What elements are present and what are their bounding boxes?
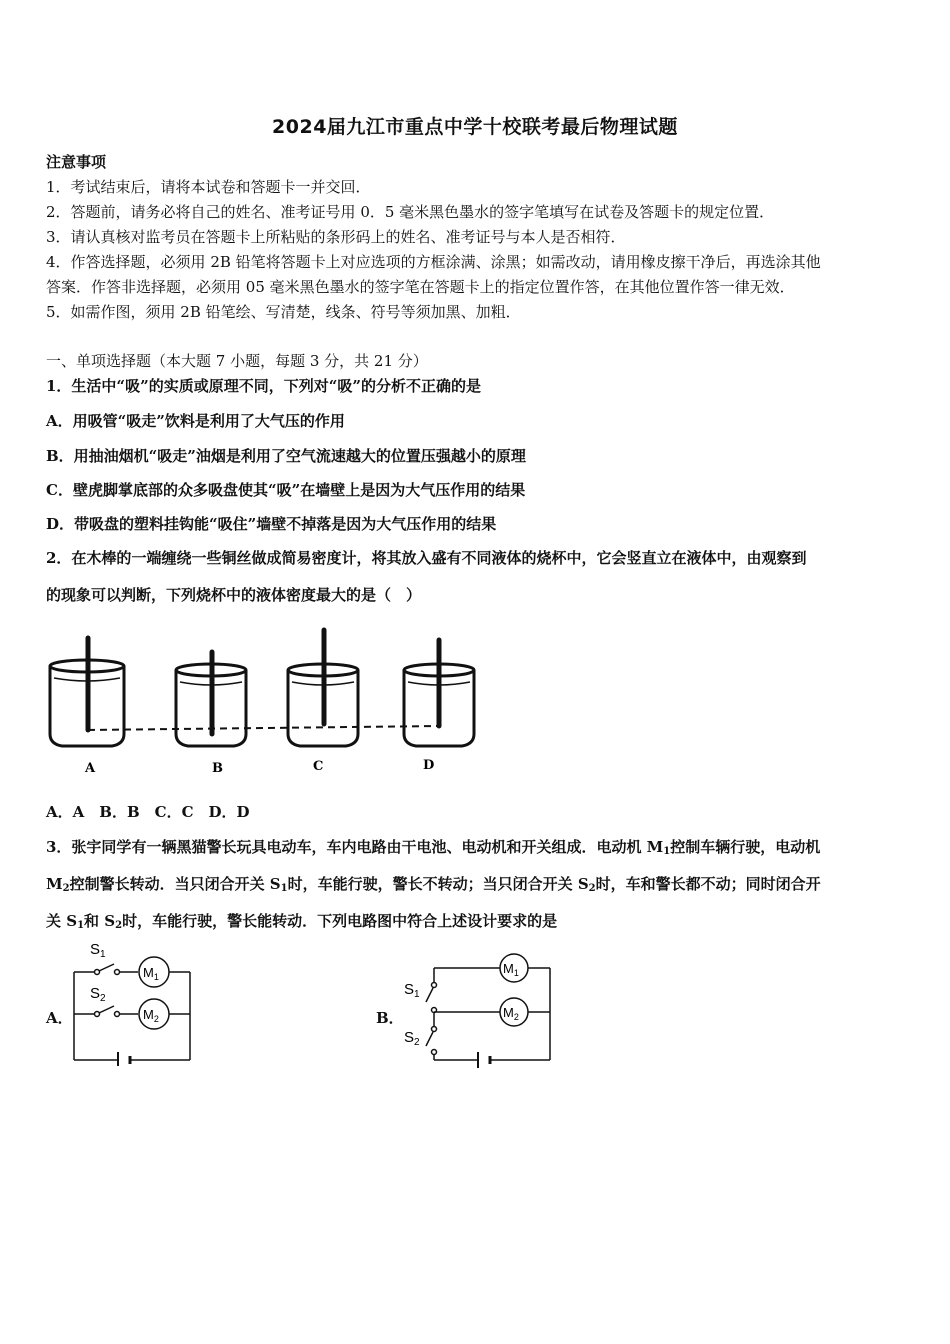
- label-s1-b: $S_1$: [404, 981, 420, 1000]
- q3-line1: 3．张宇同学有一辆黑猫警长玩具电动车，车内电路由干电池、电动机和开关组成．电动机 $M_1$控制车辆行驶，电动机: [46, 838, 821, 857]
- section-heading: 一、单项选择题（本大题 7 小题，每题 3 分，共 21 分）: [46, 352, 428, 370]
- notice-item-4: 4．作答选择题，必须用 2B 铅笔将答题卡上对应选项的方框涂满、涂黑；如需改动，请用橡皮擦干净后，再选涂其他: [46, 253, 821, 271]
- page-title: 2024届九江市重点中学十校联考最后物理试题: [272, 116, 678, 138]
- notice-item-2: 2．答题前，请务必将自己的姓名、准考证号用 0．5 毫米黑色墨水的签字笔填写在试卷及答题卡的规定位置．: [46, 203, 775, 221]
- q1-option-c: C．壁虎脚掌底部的众多吸盘使其“吸”在墙壁上是因为大气压作用的结果: [46, 481, 526, 499]
- q1-option-a: A．用吸管“吸走”饮料是利用了大气压的作用: [46, 412, 345, 430]
- label-m2: $M_2$: [143, 1007, 159, 1024]
- label-s2: $S_2$: [90, 985, 106, 1004]
- beaker-label-d: D: [423, 758, 435, 773]
- label-m2-b: $M_2$: [503, 1005, 519, 1022]
- dashed-reference-line: [88, 726, 440, 730]
- q1-stem: 1．生活中“吸”的实质或原理不同，下列对“吸”的分析不正确的是: [46, 377, 481, 395]
- notice-item-1: 1．考试结束后，请将本试卷和答题卡一并交回．: [46, 178, 371, 196]
- beakers-figure: [40, 622, 490, 782]
- q3-option-a-label: A．: [46, 1009, 73, 1027]
- label-m1-b: $M_1$: [503, 961, 519, 978]
- q1-option-b: B．用抽油烟机“吸走”油烟是利用了空气流速越大的位置压强越小的原理: [46, 447, 526, 465]
- circuit-a: [70, 938, 200, 1066]
- notice-item-5: 5．如需作图，须用 2B 铅笔绘、写清楚，线条、符号等须加黑、加粗．: [46, 303, 521, 321]
- beaker-label-b: B: [212, 761, 223, 776]
- q3-line3: 关 $S_1$和 $S_2$时，车能行驶，警长能转动．下列电路图中符合上述设计要求的是: [46, 912, 558, 931]
- q2-options: A．A B．B C．C D．D: [46, 803, 250, 821]
- beaker-label-a: A: [85, 761, 96, 776]
- label-m1: $M_1$: [143, 965, 159, 982]
- q2-stem-line2: 的现象可以判断，下列烧杯中的液体密度最大的是（ ）: [46, 586, 422, 604]
- label-s1: $S_1$: [90, 941, 106, 960]
- notice-item-4-cont: 答案．作答非选择题，必须用 05 毫米黑色墨水的签字笔在答题卡上的指定位置作答，在其他位置作答一律无效．: [46, 278, 795, 296]
- q1-option-d: D．带吸盘的塑料挂钩能“吸住”墙壁不掉落是因为大气压作用的结果: [46, 515, 497, 533]
- beaker-label-c: C: [313, 759, 324, 774]
- q2-stem-line1: 2．在木棒的一端缠绕一些铜丝做成简易密度计，将其放入盛有不同液体的烧杯中，它会竖直立在液体中，由观察到: [46, 549, 807, 567]
- q3-option-b-label: B．: [376, 1009, 404, 1027]
- notice-heading: 注意事项: [46, 153, 107, 171]
- circuit-b: [400, 944, 560, 1068]
- q3-line2: $M_2$控制警长转动．当只闭合开关 $S_1$时，车能行驶，警长不转动；当只闭合开关 $S_2$时，车和警长都不动；同时闭合开: [46, 875, 821, 894]
- notice-item-3: 3．请认真核对监考员在答题卡上所粘贴的条形码上的姓名、准考证号与本人是否相符．: [46, 228, 626, 246]
- label-s2-b: $S_2$: [404, 1029, 420, 1048]
